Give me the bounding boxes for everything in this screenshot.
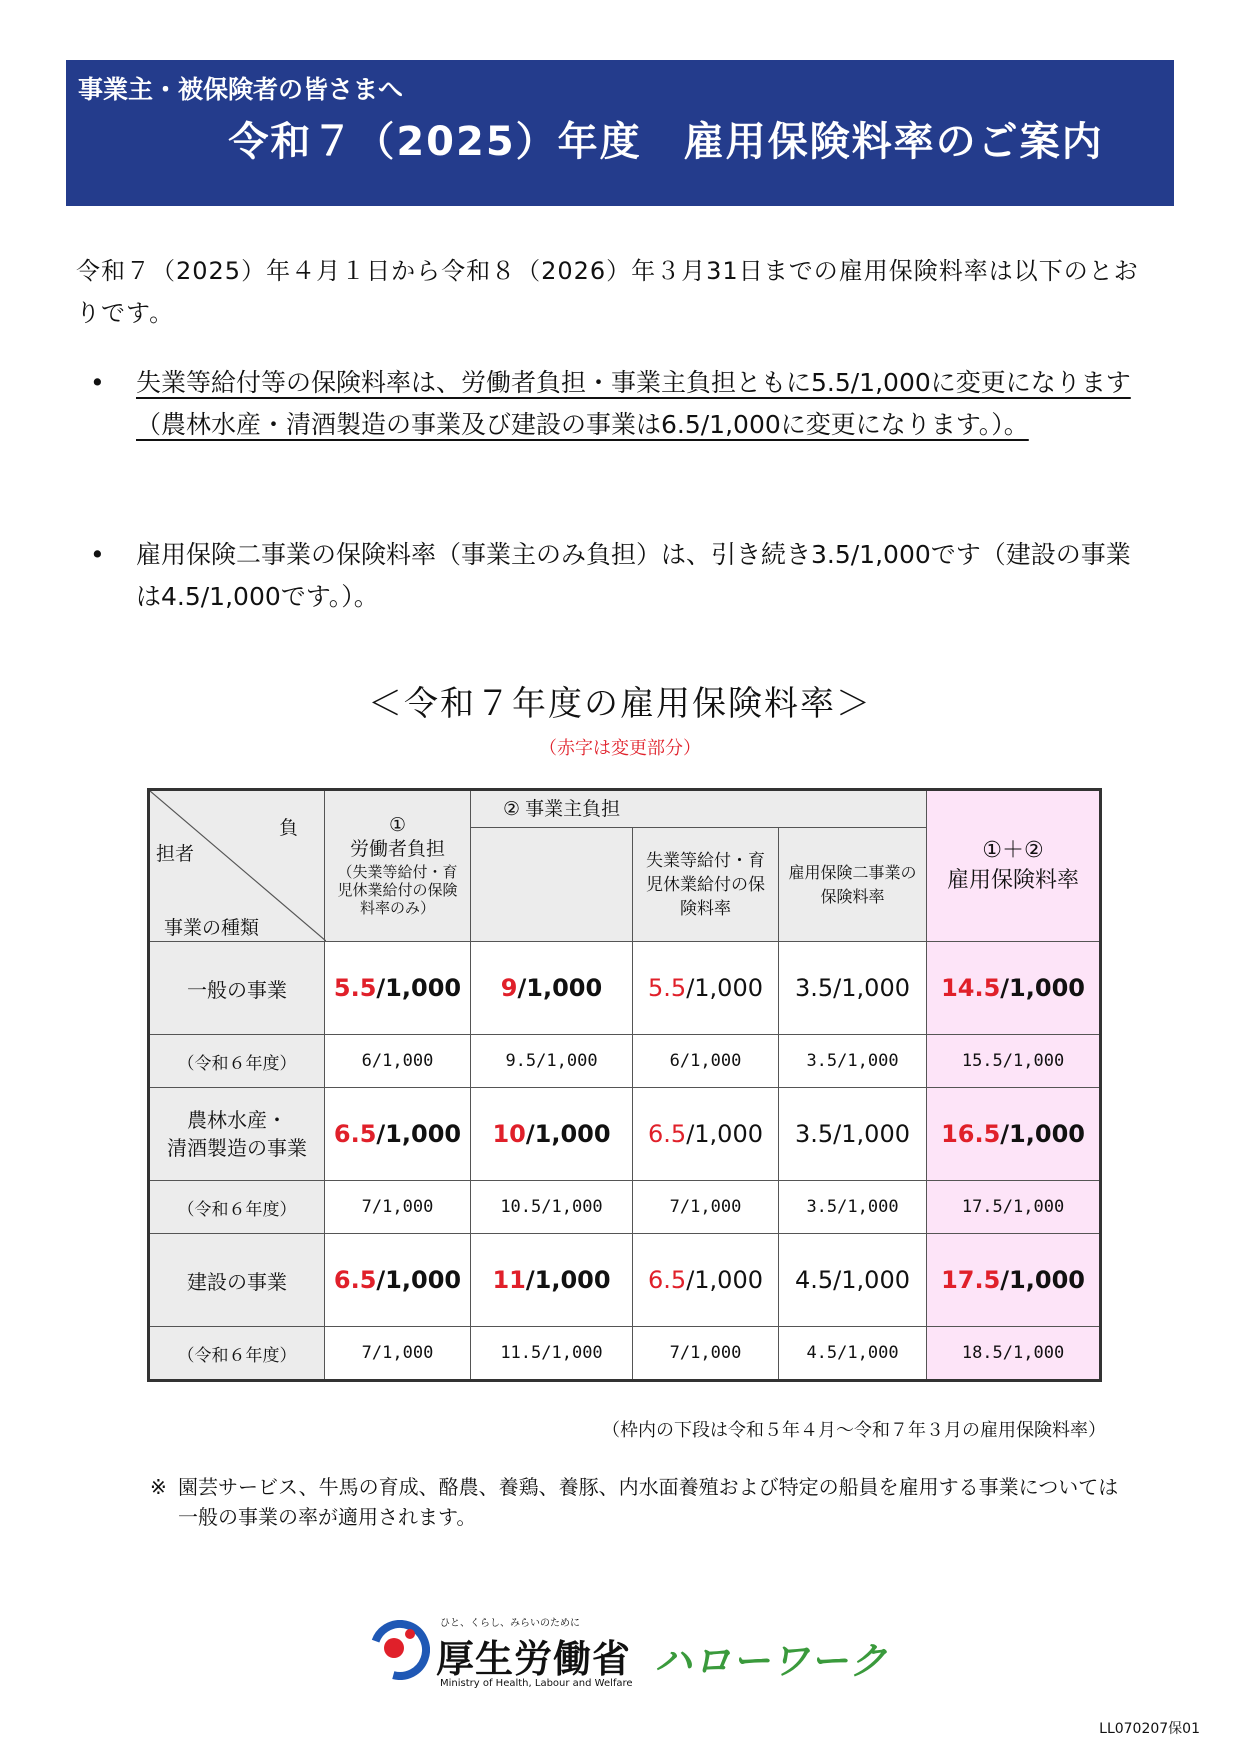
- table-footnote: （枠内の下段は令和５年４月～令和７年３月の雇用保険料率）: [602, 1420, 1106, 1441]
- prev-employer-two: 4.5/1,000: [779, 1327, 927, 1381]
- prev-worker: 7/1,000: [325, 1327, 471, 1381]
- section-title: ＜令和７年度の雇用保険料率＞: [368, 684, 872, 724]
- bullet-text: 雇用保険二事業の保険料率（事業主のみ負担）は、引き続き3.5/1,000です（建設の事業は4.5/1,000です。）。: [136, 540, 1131, 611]
- row-type-general: 一般の事業: [149, 942, 325, 1035]
- changed-value: 11: [492, 1266, 526, 1294]
- cell-total: [927, 1234, 1101, 1327]
- prev-label: （令和６年度）: [149, 1327, 325, 1381]
- document-code: LL070207保01: [1099, 1721, 1200, 1737]
- mhlw-emblem-icon: [370, 1620, 430, 1680]
- prev-label: （令和６年度）: [149, 1181, 325, 1234]
- corner-label-bottom: 事業の種類: [164, 917, 260, 939]
- cell-employer: [471, 1088, 633, 1181]
- cell-employer-two: 3.5/1,000: [779, 942, 927, 1035]
- table-row: [149, 1234, 1101, 1327]
- changed-value: 16.5: [941, 1120, 1001, 1148]
- prev-label: （令和６年度）: [149, 1035, 325, 1088]
- cell-employer: [471, 1234, 633, 1327]
- col-worker-label: 労働者負担: [349, 838, 445, 860]
- table-row-prev: [149, 1035, 1101, 1088]
- bullet-item-2: [90, 534, 1170, 624]
- prev-total: 15.5/1,000: [927, 1035, 1101, 1088]
- cell-employer-two: 3.5/1,000: [779, 1088, 927, 1181]
- changed-value: 17.5: [941, 1266, 1001, 1294]
- col-employer-header: [471, 790, 927, 828]
- value-unit: /1,000: [686, 974, 763, 1002]
- prev-employer-two: 3.5/1,000: [779, 1035, 927, 1088]
- changed-value: 6.5: [333, 1266, 377, 1294]
- cell-employer-benefit: [633, 1234, 779, 1327]
- asterisk-mark: ※: [150, 1475, 167, 1499]
- bullet-dot: •: [90, 368, 105, 397]
- row-type-construction: 建設の事業: [149, 1234, 325, 1327]
- prev-employer-two: 3.5/1,000: [779, 1181, 927, 1234]
- changed-value: 14.5: [941, 974, 1001, 1002]
- value-unit: /1,000: [686, 1266, 763, 1294]
- prev-total: 18.5/1,000: [927, 1327, 1101, 1381]
- value-unit: /1,000: [517, 974, 603, 1002]
- rates-table: [147, 788, 1102, 1382]
- mhlw-logo-text: 厚生労働省: [436, 1637, 632, 1681]
- row-type-line1: 農林水産・: [187, 1108, 287, 1132]
- mhlw-english-name: Ministry of Health, Labour and Welfare: [440, 1678, 633, 1689]
- page-title: 令和７（2025）年度 雇用保険料率のご案内: [228, 119, 1104, 165]
- value-unit: /1,000: [1000, 1266, 1085, 1294]
- changed-value: 6.5: [648, 1266, 687, 1294]
- col-employer-two-header: 雇用保険二事業の保険料率: [779, 828, 927, 942]
- changed-value: 6.5: [333, 1120, 377, 1148]
- value-unit: /1,000: [525, 1266, 611, 1294]
- corner-cell: [149, 790, 325, 942]
- header-banner: [66, 60, 1174, 206]
- prev-total: 17.5/1,000: [927, 1181, 1101, 1234]
- col-worker-num: ①: [388, 814, 407, 836]
- table-row: [149, 942, 1101, 1035]
- bullet-item-1: [90, 362, 1170, 492]
- col-employer-spacer: [471, 828, 633, 942]
- value-unit: /1,000: [376, 1266, 462, 1294]
- prev-employer: 11.5/1,000: [471, 1327, 633, 1381]
- asterisk-text: 園芸サービス、牛馬の育成、酪農、養鶏、養豚、内水面養殖および特定の船員を雇用する事業については一般の事業の率が適用されます。: [178, 1475, 1119, 1529]
- value-unit: /1,000: [1000, 974, 1085, 1002]
- section-note: （赤字は変更部分）: [539, 738, 701, 759]
- cell-employer: [471, 942, 633, 1035]
- changed-value: 5.5: [648, 974, 687, 1002]
- cell-employer-two: 4.5/1,000: [779, 1234, 927, 1327]
- mhlw-tagline: ひと、くらし、みらいのために: [440, 1618, 580, 1629]
- prev-employer: 9.5/1,000: [471, 1035, 633, 1088]
- col-total-label: 雇用保険料率: [947, 868, 1080, 893]
- prev-worker: 6/1,000: [325, 1035, 471, 1088]
- cell-worker: [325, 1088, 471, 1181]
- cell-employer-benefit: [633, 1088, 779, 1181]
- col-employer-num: ②: [503, 798, 521, 821]
- col-worker-sub: （失業等給付・育児休業給付の保険料率のみ）: [337, 863, 458, 917]
- value-unit: /1,000: [686, 1120, 763, 1148]
- value-unit: /1,000: [376, 974, 462, 1002]
- row-type-line2: 清酒製造の事業: [167, 1136, 307, 1160]
- changed-value: 6.5: [648, 1120, 687, 1148]
- prev-employer-benefit: 7/1,000: [633, 1181, 779, 1234]
- prev-employer-benefit: 7/1,000: [633, 1327, 779, 1381]
- col-total-header: [927, 790, 1101, 942]
- value-unit: /1,000: [1000, 1120, 1085, 1148]
- col-worker-header: [325, 790, 471, 942]
- table-row-prev: [149, 1327, 1101, 1381]
- row-type-agri: [149, 1088, 325, 1181]
- changed-value: 10: [492, 1120, 526, 1148]
- table-row-prev: [149, 1181, 1101, 1234]
- cell-total: [927, 942, 1101, 1035]
- col-total-num: ①＋②: [982, 838, 1044, 863]
- footer-logos: [370, 1610, 890, 1700]
- prev-employer: 10.5/1,000: [471, 1181, 633, 1234]
- changed-value: 5.5: [333, 974, 377, 1002]
- prev-worker: 7/1,000: [325, 1181, 471, 1234]
- value-unit: /1,000: [376, 1120, 462, 1148]
- cell-employer-benefit: [633, 942, 779, 1035]
- cell-worker: [325, 942, 471, 1035]
- corner-label-top: 負: [278, 817, 298, 839]
- changed-value: 9: [500, 974, 518, 1002]
- header-subtitle: 事業主・被保険者の皆さまへ: [78, 75, 404, 104]
- intro-text: 令和７（2025）年４月１日から令和８（2026）年３月31日までの雇用保険料率は以下のとおりです。: [76, 257, 1139, 327]
- bullet-dot: •: [90, 540, 105, 569]
- col-employer-benefit-header: 失業等給付・育児休業給付の保険料率: [633, 828, 779, 942]
- bullet-text: 失業等給付等の保険料率は、労働者負担・事業主負担ともに5.5/1,000に変更になります（農林水産・清酒製造の事業及び建設の事業は6.5/1,000に変更になります。）。: [136, 368, 1131, 439]
- cell-worker: [325, 1234, 471, 1327]
- cell-total: [927, 1088, 1101, 1181]
- prev-employer-benefit: 6/1,000: [633, 1035, 779, 1088]
- col-employer-label: 事業主負担: [525, 798, 621, 821]
- value-unit: /1,000: [525, 1120, 611, 1148]
- table-row: [149, 1088, 1101, 1181]
- hellowork-logo-text: ハローワーク: [654, 1639, 889, 1683]
- corner-label-mid: 担者: [156, 843, 195, 865]
